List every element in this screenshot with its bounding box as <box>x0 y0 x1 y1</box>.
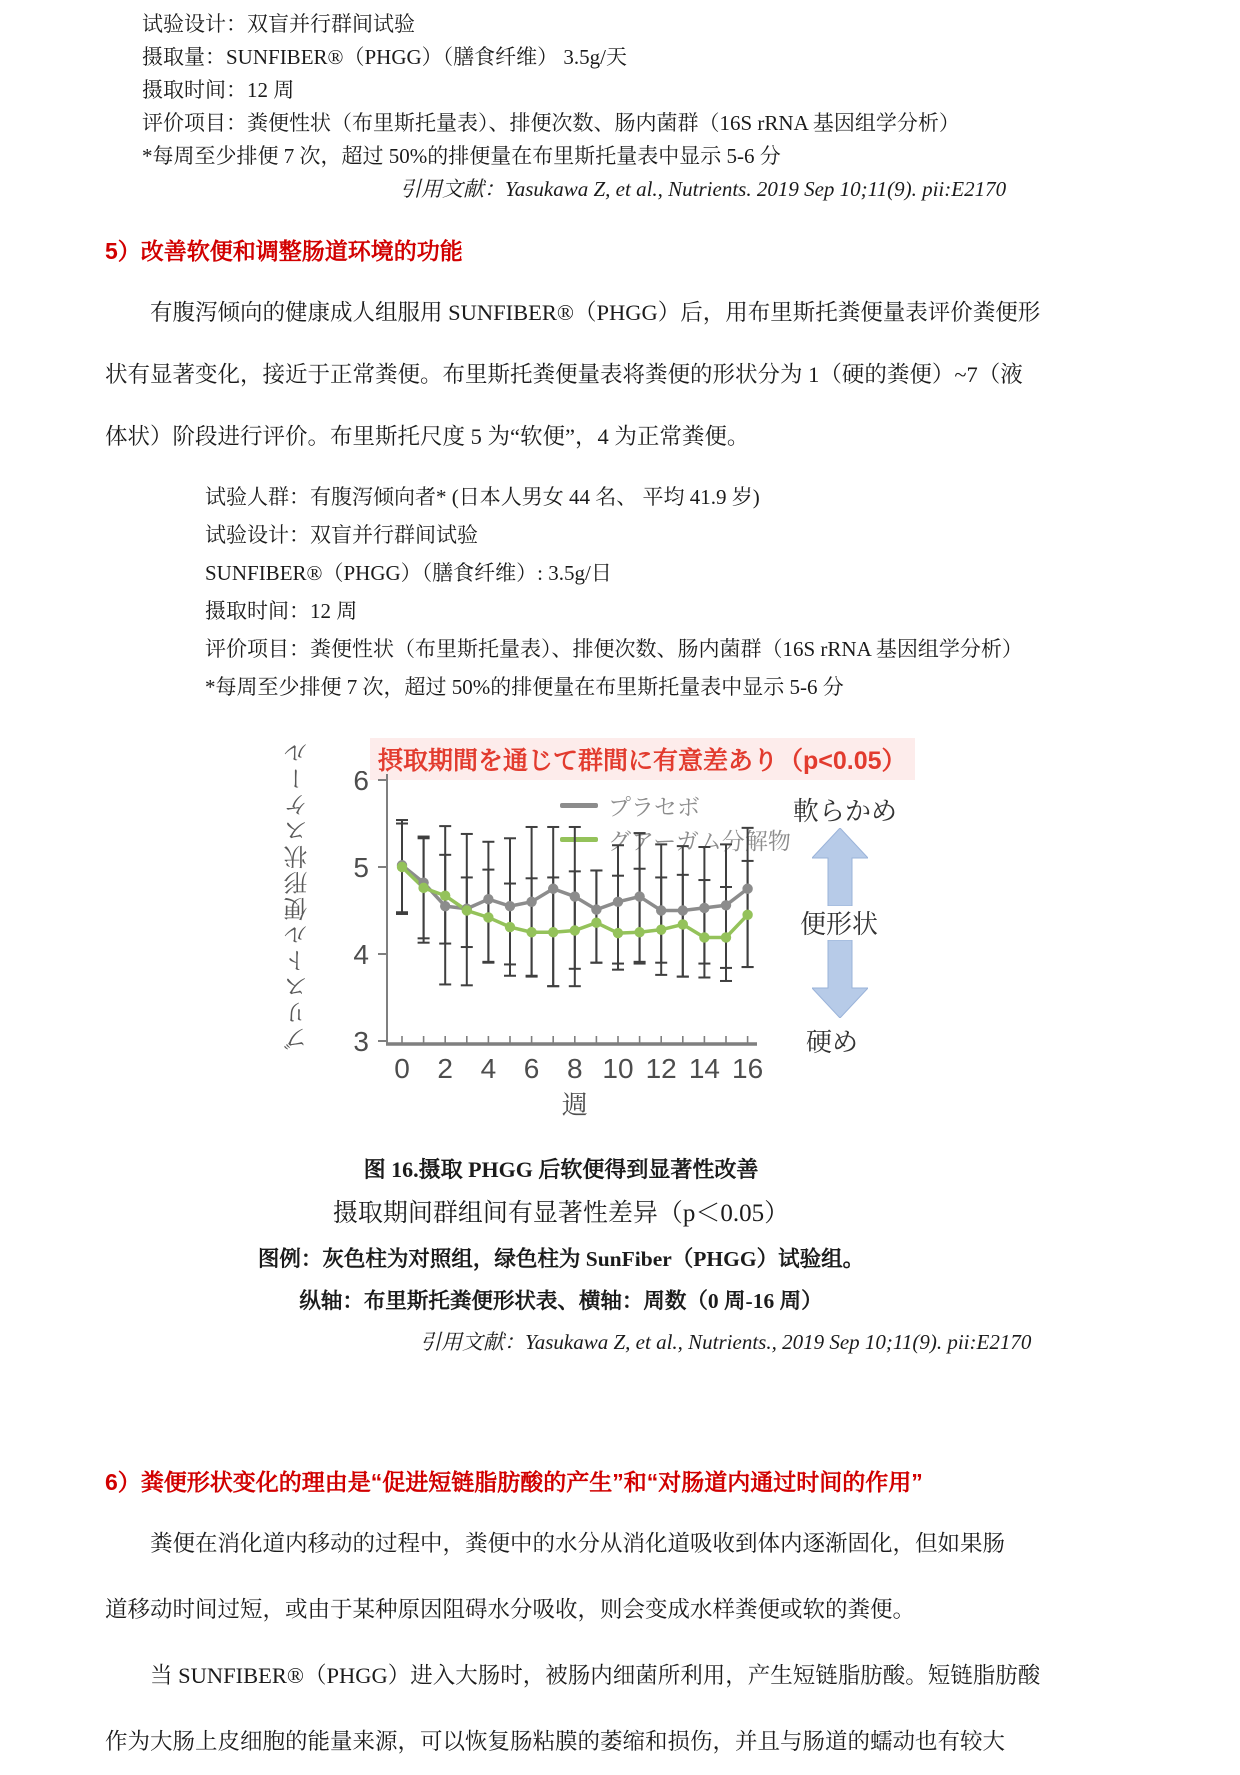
paragraph-line: 作为大肠上皮细胞的能量来源，可以恢复肠粘膜的萎缩和损伤，并且与肠道的蠕动也有较大 <box>105 1729 1006 1754</box>
study-detail-line: 评价项目：粪便性状（布里斯托量表）、排便次数、肠内菌群（16S rRNA 基因组学分析） <box>142 111 960 135</box>
down-arrow-icon <box>812 940 868 1018</box>
svg-text:16: 16 <box>732 1053 764 1084</box>
paragraph-line: 体状）阶段进行评价。布里斯托尺度 5 为“软便”，4 为正常粪便。 <box>105 424 750 449</box>
svg-text:5: 5 <box>353 852 369 883</box>
paragraph-line: 粪便在消化道内移动的过程中，粪便中的水分从消化道吸收到体内逐渐固化，但如果肠 <box>150 1531 1006 1556</box>
legend-label: グアーガム分解物 <box>608 827 791 854</box>
annotation-stool-form: 便形状 <box>800 909 879 939</box>
svg-text:週: 週 <box>561 1090 588 1120</box>
study-detail-line: *每周至少排便 7 次，超过 50%的排便量在布里斯托量表中显示 5-6 分 <box>142 144 781 168</box>
section-6-heading: 6）粪便形状变化的理由是“促进短链脂肪酸的产生”和“对肠道内通过时间的作用” <box>105 1469 923 1495</box>
figure-chart <box>0 736 1240 1128</box>
section-6-paragraphs <box>105 1511 1145 1775</box>
svg-text:4: 4 <box>480 1053 497 1084</box>
svg-text:3: 3 <box>353 1026 369 1057</box>
study-detail-line: 试验设计：双盲并行群间试验 <box>205 523 478 547</box>
svg-text:14: 14 <box>688 1053 720 1084</box>
svg-text:2: 2 <box>437 1053 453 1084</box>
study-detail-line: SUNFIBER®（PHGG）（膳食纤维）: 3.5g/日 <box>205 561 612 585</box>
study-detail-line: 摄取时间：12 周 <box>142 78 295 102</box>
figure-captions <box>0 1150 1240 1362</box>
annotation-harder: 硬め <box>806 1027 859 1057</box>
plot-area <box>335 771 770 1121</box>
figure-caption-subtitle: 摄取期间群组间有显著性差异（p＜0.05） <box>332 1200 790 1227</box>
svg-text:6: 6 <box>523 1053 540 1084</box>
annotation-softer: 軟らかめ <box>793 796 898 826</box>
figure-legend-note: 图例：灰色柱为对照组，绿色柱为 SunFiber（PHGG）试验组。 <box>257 1247 865 1271</box>
study-detail-line: *每周至少排便 7 次，超过 50%的排便量在布里斯托量表中显示 5-6 分 <box>205 675 844 699</box>
svg-text:4: 4 <box>353 939 369 970</box>
study-details-block-2 <box>205 478 1240 706</box>
section-5-paragraph <box>105 282 1145 468</box>
up-arrow-icon <box>812 828 868 906</box>
citation-line: 引用文献：Yasukawa Z, et al., Nutrients., 2019 Sep 10;11(9). pii:E2170 <box>420 1330 1032 1354</box>
legend-label: プラセボ <box>608 793 700 820</box>
svg-text:12: 12 <box>645 1053 677 1084</box>
paragraph-line: 当 SUNFIBER®（PHGG）进入大肠时，被肠内细菌所利用，产生短链脂肪酸。短链脂肪酸 <box>150 1663 1041 1688</box>
section-5-heading: 5）改善软便和调整肠道环境的功能 <box>105 238 463 264</box>
paragraph-line: 状有显著变化，接近于正常粪便。布里斯托粪便量表将粪便的形状分为 1（硬的粪便）~7（液 <box>105 362 1023 387</box>
study-detail-line: 试验人群：有腹泻倾向者* (日本人男女 44 名、 平均 41.9 岁) <box>205 485 760 509</box>
figure-caption-title: 图 16.摄取 PHGG 后软便得到显著性改善 <box>363 1157 759 1182</box>
study-detail-line: 评价项目：粪便性状（布里斯托量表）、排便次数、肠内菌群（16S rRNA 基因组学分析） <box>205 637 1023 661</box>
paragraph-line: 道移动时间过短，或由于某种原因阻碍水分吸收，则会变成水样粪便或软的粪便。 <box>105 1597 916 1622</box>
paragraph-line: 有腹泻倾向的健康成人组服用 SUNFIBER®（PHGG）后，用布里斯托粪便量表评价粪便形 <box>150 300 1041 325</box>
chart-title: 摂取期間を通じて群間に有意差あり（p<0.05） <box>370 738 915 780</box>
y-axis-label: ブリストル便形状スケール <box>285 739 312 1051</box>
document-page <box>0 8 1240 1775</box>
study-detail-line: 摄取量：SUNFIBER®（PHGG）（膳食纤维） 3.5g/天 <box>142 45 627 69</box>
citation-line: 引用文献：Yasukawa Z, et al., Nutrients. 2019 Sep 10;11(9). pii:E2170 <box>400 177 1007 201</box>
study-detail-line: 摄取时间：12 周 <box>205 599 358 623</box>
svg-text:6: 6 <box>353 771 369 796</box>
svg-text:0: 0 <box>394 1053 410 1084</box>
svg-text:8: 8 <box>567 1053 583 1084</box>
svg-text:10: 10 <box>602 1053 634 1084</box>
figure-axis-note: 纵轴：布里斯托粪便形状表、横轴：周数（0 周-16 周） <box>299 1289 823 1313</box>
line-chart-svg <box>335 771 770 1121</box>
study-detail-line: 试验设计：双盲并行群间试验 <box>142 12 415 36</box>
study-details-block-1 <box>142 8 1240 173</box>
